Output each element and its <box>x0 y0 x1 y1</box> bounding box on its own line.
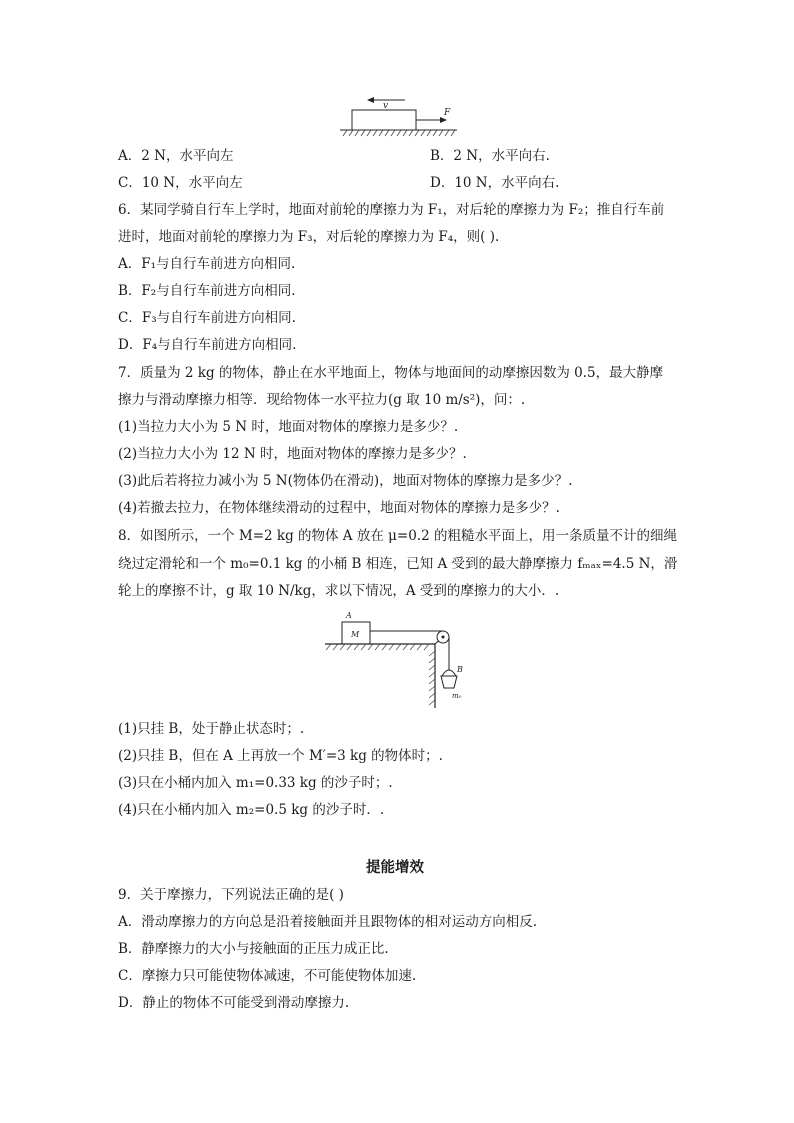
q6-option-b: B．F₂与自行车前进方向相同. <box>118 283 296 299</box>
q5-option-c: C．10 N，水平向左 <box>118 175 243 191</box>
q8-part-1: (1)只挂 B，处于静止状态时；. <box>118 721 305 737</box>
bucket-b-label: B <box>457 665 463 674</box>
velocity-label: v <box>383 101 389 111</box>
q8-part-4: (4)只在小桶内加入 m₂=0.5 kg 的沙子时．. <box>118 802 385 818</box>
q5-option-a: A．2 N，水平向左 <box>118 148 234 164</box>
q5-option-d: D．10 N，水平向右. <box>430 175 560 191</box>
q6-option-c: C．F₃与自行车前进方向相同. <box>118 310 296 326</box>
section-title: 提能增效 <box>366 860 424 876</box>
q7-part-3: (3)此后若将拉力减小为 5 N(物体仍在滑动)，地面对物体的摩擦力是多少？. <box>118 473 573 489</box>
q7-part-1: (1)当拉力大小为 5 N 时，地面对物体的摩擦力是多少？. <box>118 419 459 435</box>
q8-part-3: (3)只在小桶内加入 m₁=0.33 kg 的沙子时；. <box>118 775 393 791</box>
q5-option-b: B．2 N，水平向右. <box>430 148 550 164</box>
block-m-label: M <box>351 630 360 639</box>
q7-part-2: (2)当拉力大小为 12 N 时，地面对物体的摩擦力是多少？. <box>118 446 467 462</box>
pulley-system-diagram <box>322 608 472 710</box>
block-velocity-force-diagram <box>335 92 465 140</box>
block-a-label: A <box>346 611 352 620</box>
q7-stem-line-2: 擦力与滑动摩擦力相等．现给物体一水平拉力(g 取 10 m/s²)，问：. <box>118 392 526 408</box>
q7-part-4: (4)若撤去拉力，在物体继续滑动的过程中，地面对物体的摩擦力是多少？. <box>118 500 560 516</box>
bucket-m0-label: m₀ <box>452 692 462 700</box>
q9-stem: 9．关于摩擦力，下列说法正确的是( ) <box>118 887 344 903</box>
q8-stem-line-3: 轮上的摩擦不计，g 取 10 N/kg，求以下情况，A 受到的摩擦力的大小．. <box>118 583 560 599</box>
q9-option-a: A．滑动摩擦力的方向总是沿着接触面并且跟物体的相对运动方向相反. <box>118 914 538 930</box>
q6-option-a: A．F₁与自行车前进方向相同. <box>118 256 296 272</box>
q9-option-c: C．摩擦力只可能使物体减速，不可能使物体加速. <box>118 968 417 984</box>
q8-stem-line-2: 绕过定滑轮和一个 m₀=0.1 kg 的小桶 B 相连，已知 A 受到的最大静摩擦力 fₘₐₓ=4.5 N，滑 <box>118 556 678 572</box>
q9-option-b: B．静摩擦力的大小与接触面的正压力成正比. <box>118 941 389 957</box>
q6-stem-line-2: 进时，地面对前轮的摩擦力为 F₃，对后轮的摩擦力为 F₄，则( ). <box>118 229 500 245</box>
q7-stem-line-1: 7．质量为 2 kg 的物体，静止在水平地面上，物体与地面间的动摩擦因数为 0.5，最大静摩 <box>118 365 664 381</box>
force-label: F <box>444 108 451 118</box>
q6-option-d: D．F₄与自行车前进方向相同. <box>118 337 297 353</box>
q6-stem-line-1: 6．某同学骑自行车上学时，地面对前轮的摩擦力为 F₁，对后轮的摩擦力为 F₂；推自行车前 <box>118 202 665 218</box>
q8-stem-line-1: 8．如图所示，一个 M=2 kg 的物体 A 放在 μ=0.2 的粗糙水平面上，用一条质量不计的细绳 <box>118 528 677 544</box>
q8-part-2: (2)只挂 B，但在 A 上再放一个 M′=3 kg 的物体时；. <box>118 748 443 764</box>
q9-option-d: D．静止的物体不可能受到滑动摩擦力. <box>118 995 350 1011</box>
